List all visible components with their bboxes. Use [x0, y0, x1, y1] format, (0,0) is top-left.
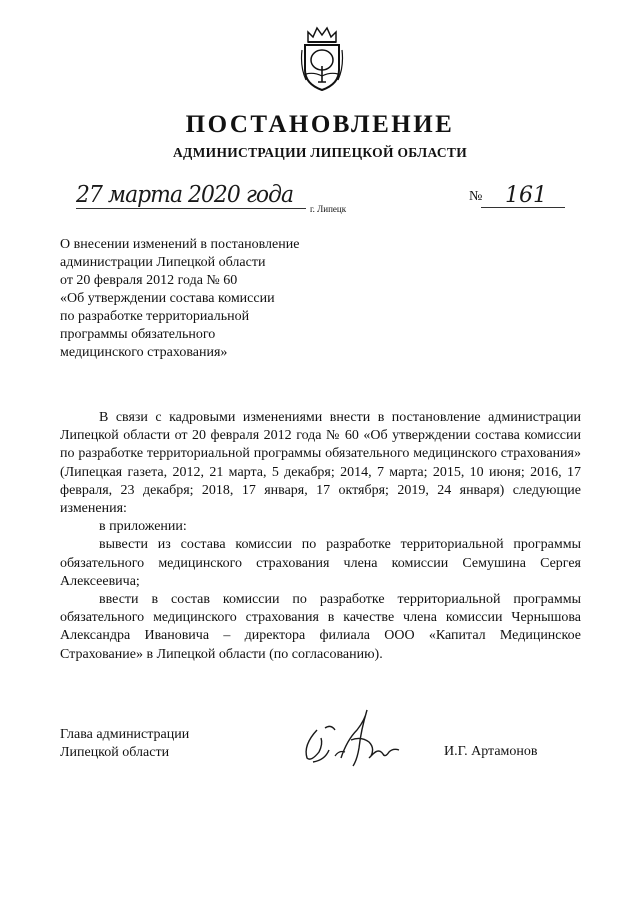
handwritten-signature	[295, 700, 415, 775]
signer-name: И.Г. Артамонов	[444, 744, 538, 759]
subject-line: «Об утверждении состава комиссии	[60, 291, 275, 306]
position-line: Липецкой области	[60, 745, 170, 760]
document-body	[60, 409, 581, 664]
body-paragraph: вывести из состава комиссии по разработке территориальной программы обязательного медицинского страхования члена комиссии Семушина Сергея Алексеевича;	[60, 537, 581, 589]
handwritten-number: 161	[505, 183, 547, 208]
body-paragraph: ввести в состав комиссии по разработке территориальной программы обязательного медицинского страхования в качестве члена комиссии Чернышова Александра Ивановича – директора филиала ООО «Капитал Медицинское Страхование» в Липецкой области (по согласованию).	[60, 592, 581, 662]
body-paragraph: В связи с кадровыми изменениями внести в постановление администрации Липецкой области от 20 февраля 2012 года № 60 «Об утверждении состава комиссии по разработке территориальной программы обязательного медицинского страхования» (Липецкая газета, 2012, 21 марта, 5 декабря; 2014, 7 марта; 2015, 10 июня; 2016, 17 февраля, 23 декабря; 2018, 17 января, 17 октября; 2019, 24 января) следующие изменения:	[60, 410, 581, 517]
subject-line: программы обязательного	[60, 327, 216, 342]
body-paragraph: в приложении:	[99, 519, 187, 535]
number-sign: №	[469, 189, 483, 204]
subject-line: от 20 февраля 2012 года № 60	[60, 273, 238, 288]
subject-line: по разработке территориальной	[60, 309, 250, 324]
document-subject	[60, 236, 299, 362]
subject-line: О внесении изменений в постановление	[60, 237, 300, 252]
coat-of-arms-emblem	[300, 22, 344, 92]
document-title: ПОСТАНОВЛЕНИЕ	[185, 111, 455, 138]
date-underline	[76, 208, 306, 209]
city-label: г. Липецк	[310, 204, 347, 214]
position-line: Глава администрации	[60, 727, 190, 742]
subject-line: медицинского страхования»	[60, 345, 228, 360]
subject-line: администрации Липецкой области	[60, 255, 266, 270]
handwritten-date: 27 марта 2020 года	[76, 182, 294, 208]
document-subtitle: АДМИНИСТРАЦИИ ЛИПЕЦКОЙ ОБЛАСТИ	[172, 145, 468, 160]
signatory-position	[60, 726, 189, 762]
